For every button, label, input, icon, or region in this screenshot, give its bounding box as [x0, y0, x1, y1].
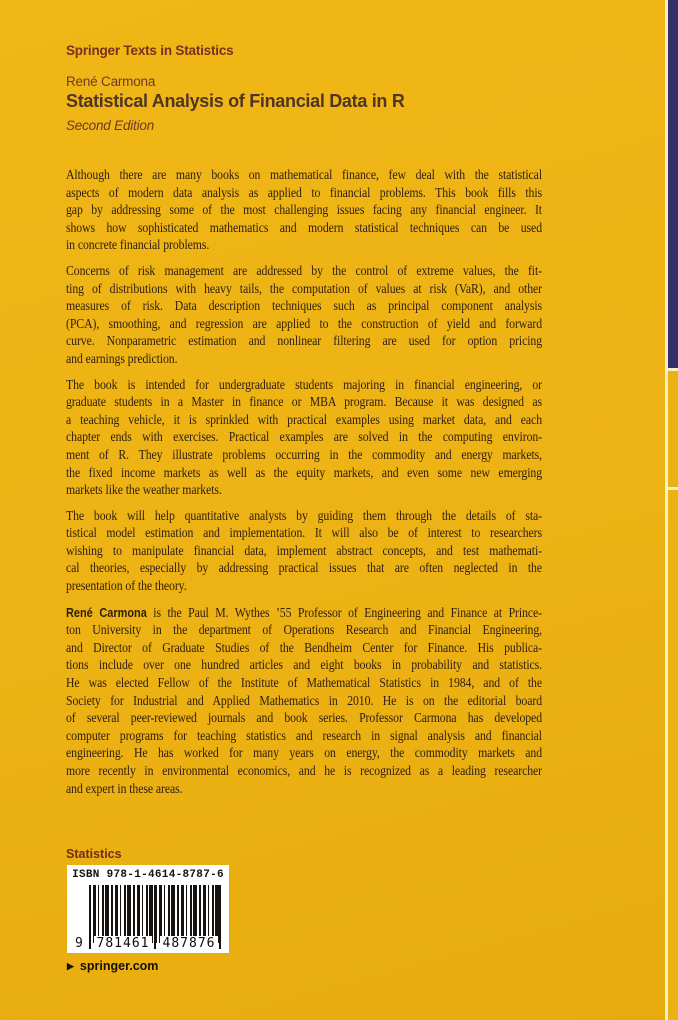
paragraph [66, 508, 542, 596]
text-line: cal theories, especially by addressing practical issues that are often neglected in the [66, 561, 543, 577]
barcode-digits [67, 936, 229, 951]
paragraph [66, 604, 542, 799]
bio-author-name: René Carmona [66, 604, 147, 620]
text-line: ting of distributions with heavy tails, the computation of values at risk (VaR), and other [66, 281, 543, 297]
text-line: of several peer-reviewed journals and book series. Professor Carmona has developed [66, 711, 543, 727]
text-line: and Director of Graduate Studies of the Bendheim Center for Finance. His publica- [66, 640, 543, 656]
text-line: the fixed income markets as well as the equity markets, and even some new emerging [66, 465, 543, 481]
spine-navy-band [668, 0, 678, 368]
text-line: gap by addressing some of the most challenging issues facing any financial engineer. It [66, 203, 543, 219]
text-line: measures of risk. Data description techniques such as principal component analysis [66, 299, 543, 315]
text-line: ton University in the department of Operations Research and Financial Engineering, [66, 623, 543, 639]
text-line: ment of R. They illustrate problems occurring in the commodity and energy markets, [66, 447, 543, 463]
text-line: shows how sophisticated mathematics and modern statistical techniques can be used [66, 220, 543, 236]
text-line: Although there are many books on mathematical finance, few deal with the statistical [66, 168, 543, 183]
book-title: Statistical Analysis of Financial Data in R [66, 91, 405, 111]
text-line: engineering. He has worked for many years on energy, the commodity markets and [66, 746, 543, 762]
text-line: and earnings prediction. [66, 351, 178, 367]
text-line: in concrete financial problems. [66, 238, 210, 254]
text-line: tions include over one hundred articles and eight books in probability and statistics. [66, 658, 543, 674]
text-line: wishing to manipulate financial data, implement abstract concepts, and test mathemati- [66, 543, 543, 559]
isbn-barcode [67, 865, 229, 953]
springer-link[interactable] [67, 959, 158, 973]
text-line: more recently in environmental economics, and he is recognized as a leading researcher [66, 764, 543, 779]
barcode-digit-group2: 487876 [160, 936, 218, 951]
paragraph [66, 167, 542, 255]
text-line: graduate students in a Master in finance or MBA program. Because it was designed as [66, 395, 543, 411]
spine-separator-line [668, 368, 678, 371]
text-line: The book will help quantitative analysts by guiding them through the details of sta- [66, 508, 543, 524]
text-line: The book is intended for undergraduate students majoring in financial engineering, or [66, 377, 543, 393]
barcode-digit-group1: 781461 [94, 936, 152, 951]
barcode-digit-lead: 9 [75, 936, 83, 951]
spine-separator-line [668, 487, 678, 490]
category-label: Statistics [66, 847, 122, 861]
arrow-icon: ▶ [67, 960, 74, 971]
text-line: chapter ends with exercises. Practical examples are solved in the computing environ- [66, 430, 543, 446]
text-line: presentation of the theory. [66, 579, 187, 595]
isbn-label: ISBN 978-1-4614-8787-6 [72, 869, 224, 881]
site-label: springer.com [79, 959, 159, 973]
paragraph [66, 263, 542, 369]
text-line: (PCA), smoothing, and regression are applied to the construction of yield and forward [66, 316, 543, 332]
text-line: a teaching vehicle, it is sprinkled with practical examples using market data, and each [66, 412, 543, 428]
text-line: He was elected Fellow of the Institute of Mathematical Statistics in 1984, and of the [66, 676, 543, 692]
spine-strip [668, 0, 678, 1020]
back-cover-text [66, 167, 542, 806]
text-line: aspects of modern data analysis as applied to financial problems. This book fills this [66, 185, 543, 201]
text-line: Society for Industrial and Applied Mathematics in 2010. He is on the editorial board [66, 693, 543, 709]
text-line: computer programs for teaching statistics and research in signal analysis and financial [66, 728, 543, 744]
text-line: René Carmona is the Paul M. Wythes ’55 Professor of Engineering and Finance at Prince- [66, 604, 543, 621]
series-title: Springer Texts in Statistics [66, 43, 234, 58]
author-name: René Carmona [66, 74, 156, 89]
text-line: Concerns of risk management are addressed by the control of extreme values, the fit- [66, 263, 543, 279]
paragraph [66, 377, 542, 500]
text-line: and expert in these areas. [66, 781, 183, 797]
edition-label: Second Edition [66, 118, 155, 133]
text-line: markets like the weather markets. [66, 483, 222, 499]
text-line: tistical model estimation and implementation. It will also be of interest to researchers [66, 526, 543, 542]
text-line: curve. Nonparametric estimation and nonlinear filtering are used for option pricing [66, 334, 543, 350]
